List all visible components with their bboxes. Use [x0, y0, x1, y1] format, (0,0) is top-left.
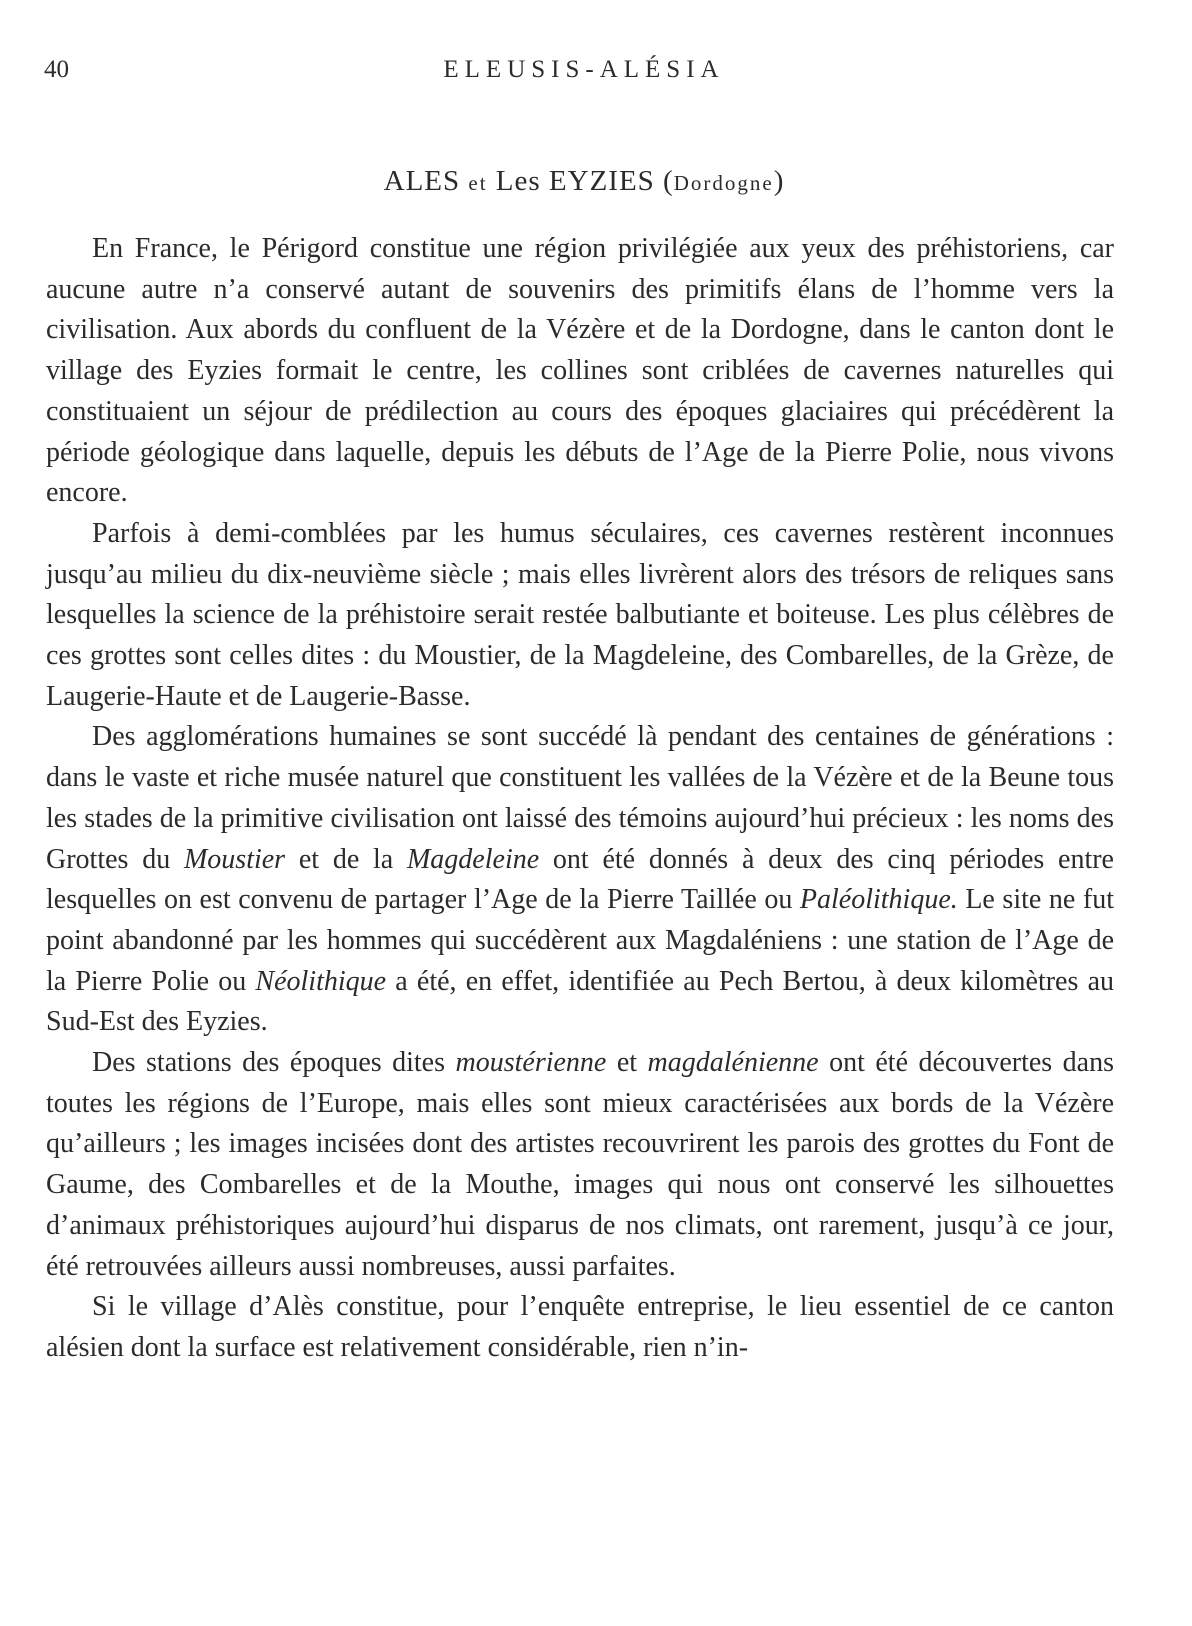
paragraph-text: ont été découvertes dans toutes les régions de l’Europe, mais elles sont mieux caractérisées aux bords de la Vézère qu’ailleurs ; les images incisées dont des artistes recouvrirent les parois des grottes du Font de Gaume, des Combarelles et de la Mouthe, images qui nous ont conservé les silhouettes d’animaux préhistoriques aujourd’hui disparus de nos climats, ont rarement, jusqu’à ce jour, été retrouvées ailleurs aussi nombreuses, aussi parfaites.	[46, 1047, 1115, 1282]
italic-term: Paléolithique.	[799, 884, 958, 916]
paragraph-text: et de la	[285, 843, 407, 875]
section-title-word: Les	[495, 165, 541, 197]
section-title-small-caps: Dordogne	[673, 171, 774, 195]
paragraph: Parfois à demi-comblées par les humus séculaires, ces cavernes restèrent inconnues jusqu’au milieu du dix-neuvième siècle ; mais elles livrèrent alors des trésors de reliques sans lesquelles la science de la préhistoire serait restée balbutiante et boiteuse. Les plus célèbres de ces grottes sont celles dites : du Moustier, de la Magdeleine, des Combarelles, de la Grèze, de Laugerie-Haute et de Laugerie-Basse.	[46, 517, 1114, 712]
italic-term: Magdeleine	[406, 843, 540, 875]
paragraph-text: Des agglomérations humaines se sont succédé là pendant des centaines de générations : dans le vaste et riche musée naturel que constituent les vallées de la Vézère et de la Beune tous les stades de la primitive civilisation ont laissé des témoins aujourd’hui précieux : les noms des Grottes du	[46, 721, 1114, 875]
running-title: ELEUSIS-ALÉSIA	[443, 56, 725, 83]
section-title	[44, 163, 1124, 201]
paragraph: En France, le Périgord constitue une région privilégiée aux yeux des préhistoriens, car aucune autre n’a conservé autant de souvenirs des primitifs élans de l’homme vers la civilisation. Aux abords du confluent de la Vézère et de la Dordogne, dans le canton dont le village des Eyzies formait le centre, les collines sont criblées de cavernes naturelles qui constituaient un séjour de prédilection au cours des époques glaciaires qui précédèrent la période géologique dans laquelle, depuis les débuts de l’Age de la Pierre Polie, nous vivons encore.	[46, 233, 1114, 509]
paragraph-text: ont été donnés à deux des cinq périodes entre lesquelles on est convenu de partager l’Age de la Pierre Taillée ou	[46, 843, 1114, 916]
section-title-word: ALES	[383, 165, 461, 197]
paragraph	[46, 717, 1114, 1043]
paragraph	[46, 1043, 1114, 1287]
running-head	[44, 54, 1124, 94]
body-text	[46, 229, 1114, 1369]
paragraph: Si le village d’Alès constitue, pour l’enquête entreprise, le lieu essentiel de ce canton alésien dont la surface est relativement considérable, rien n’in-	[46, 1291, 1114, 1363]
paragraph-text: Des stations des époques dites	[92, 1047, 456, 1079]
italic-term: Néolithique	[255, 965, 387, 997]
section-title-small-caps: et	[468, 171, 488, 195]
section-title-word: )	[773, 165, 785, 197]
page-number: 40	[44, 56, 69, 83]
paragraph-text: et	[606, 1047, 648, 1079]
italic-term: moustérienne	[455, 1047, 607, 1079]
italic-term: Moustier	[183, 843, 286, 875]
section-title-word: EYZIES (	[548, 165, 674, 197]
paragraph-text: Le site ne fut point abandonné par les hommes qui succédèrent aux Magdaléniens : une station de l’Age de la Pierre Polie ou	[46, 884, 1114, 997]
paragraph-text: a été, en effet, identifiée au Pech Bertou, à deux kilomètres au Sud-Est des Eyzies.	[46, 965, 1114, 1038]
italic-term: magdalénienne	[647, 1047, 819, 1079]
